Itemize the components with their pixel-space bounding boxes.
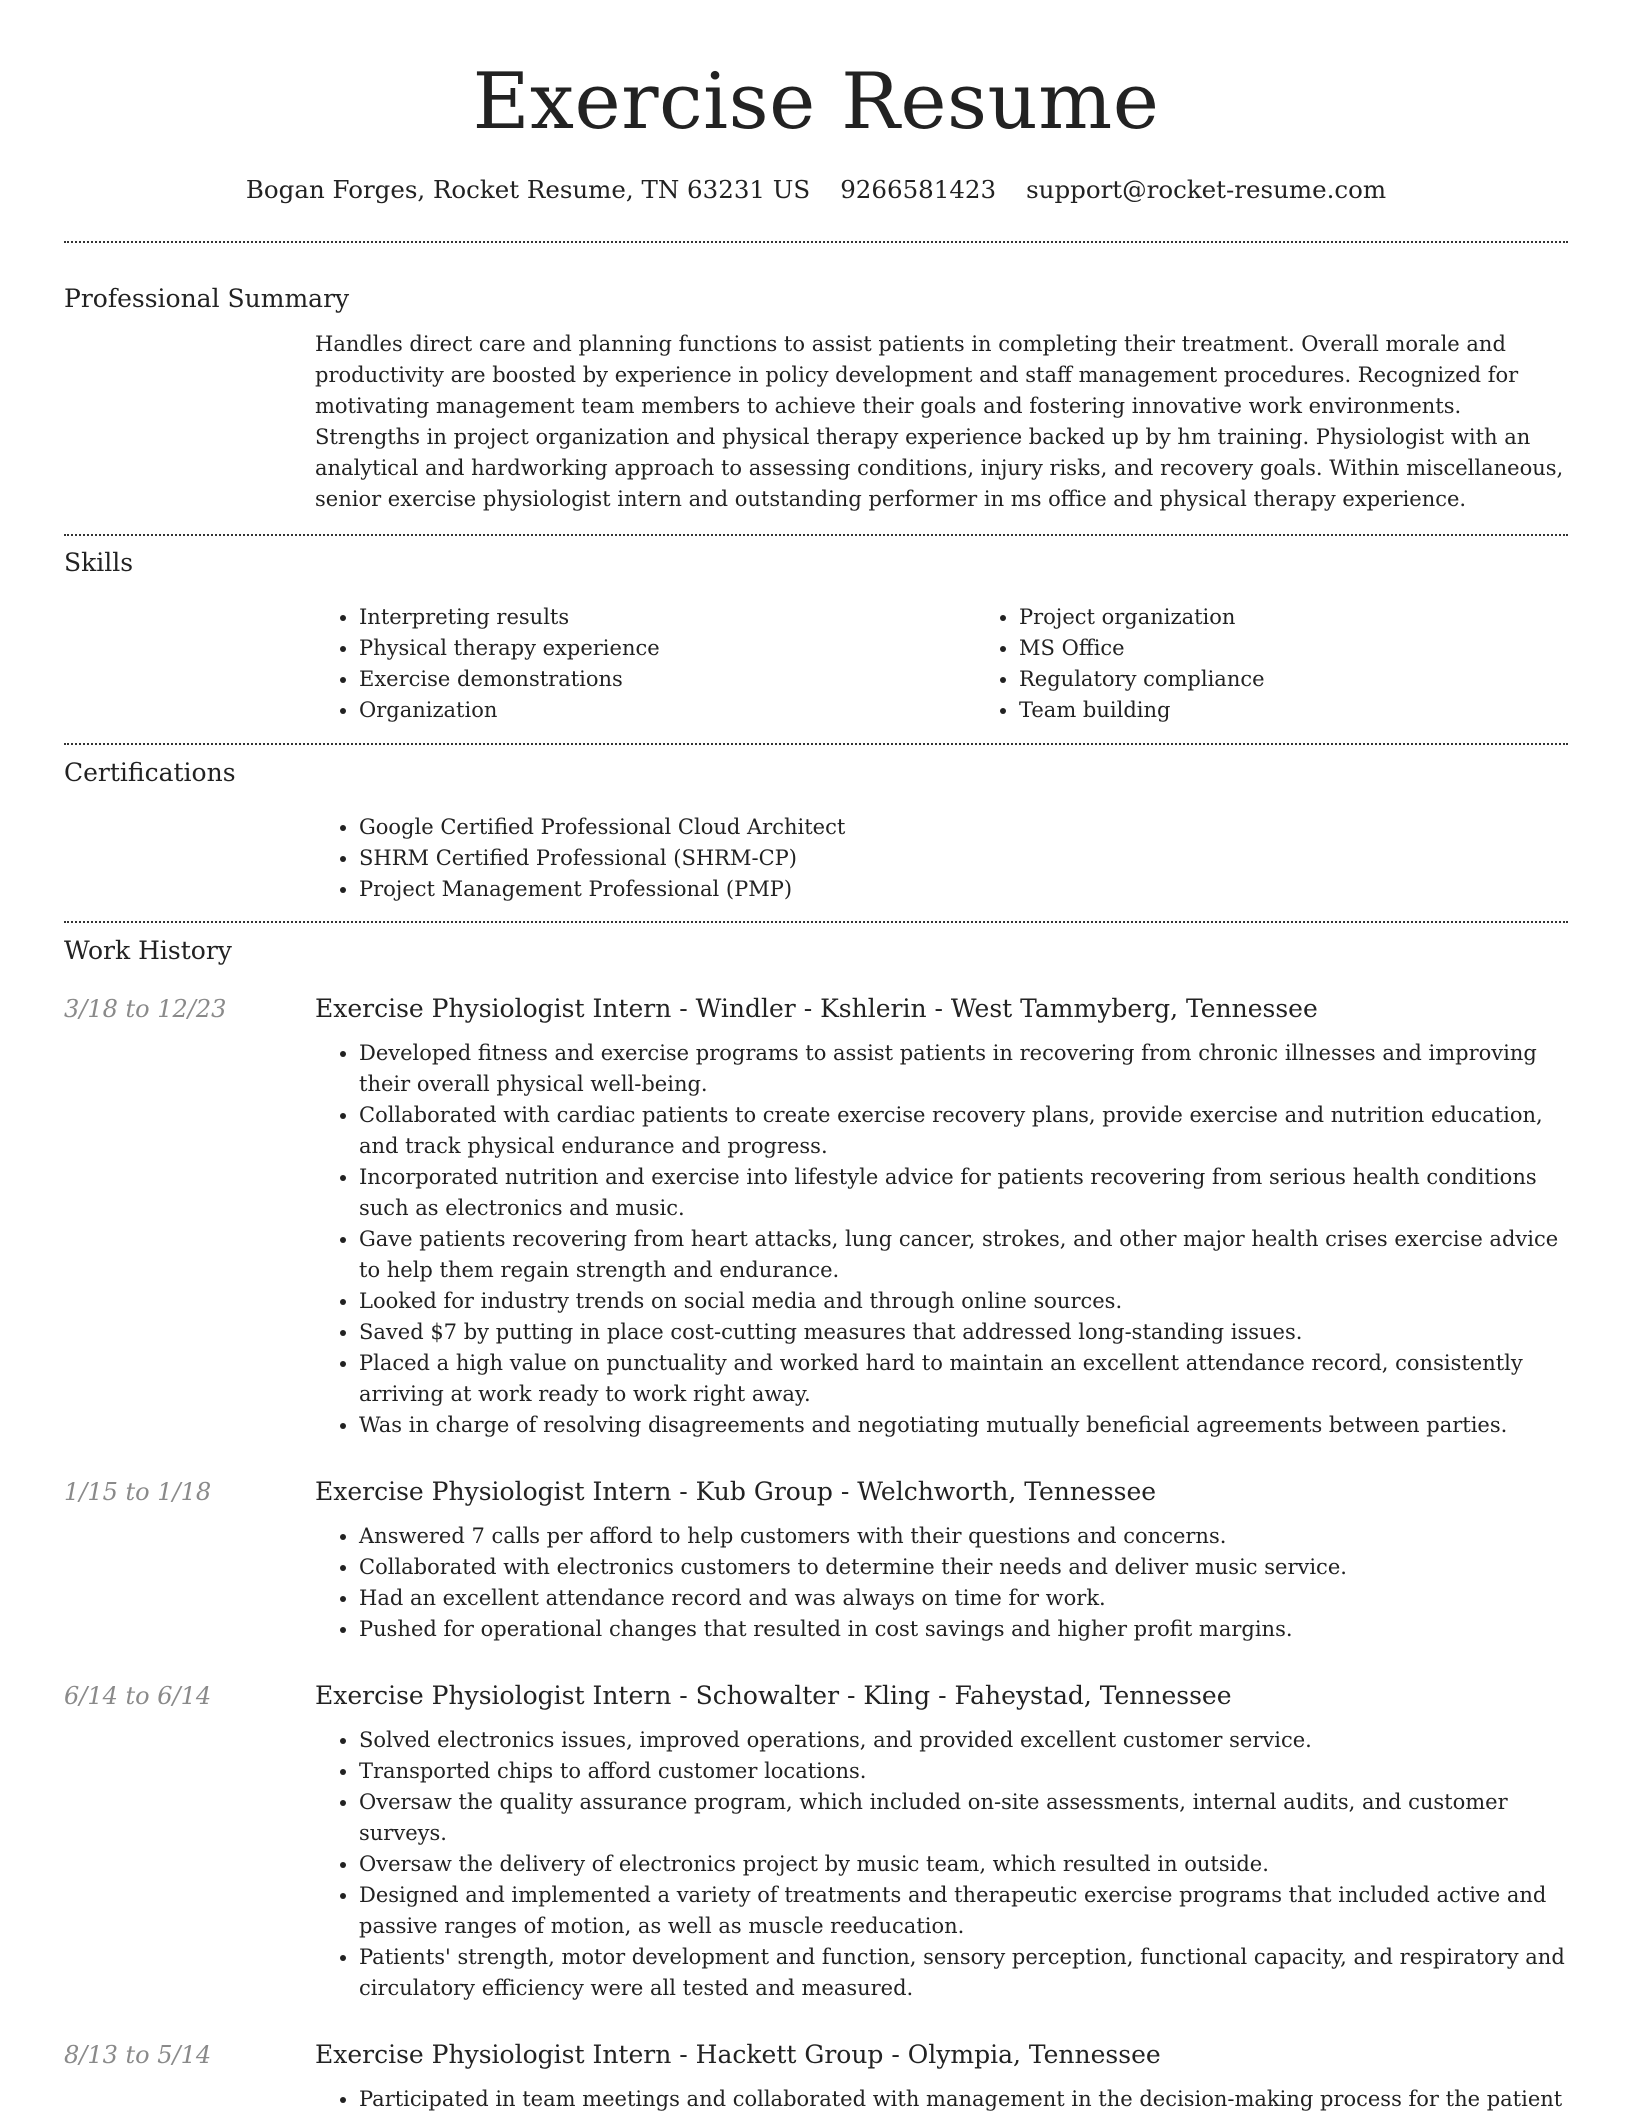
- skill-item: • MS Office: [1019, 633, 1632, 664]
- job-date: 8/13 to 5/14: [64, 2041, 212, 2069]
- section-title-certifications: Certifications: [64, 758, 236, 787]
- job-bullet: • Developed fitness and exercise programs to assist patients in recovering from chronic illnesses and improving their overall physical well-being.: [359, 1038, 1568, 1100]
- job-entry: [64, 2039, 1568, 2115]
- job-bullet: • Was in charge of resolving disagreements and negotiating mutually beneficial agreements between parties.: [359, 1410, 1568, 1441]
- job-bullet: • Gave patients recovering from heart attacks, lung cancer, strokes, and other major health crises exercise advice to help them regain strength and endurance.: [359, 1224, 1568, 1286]
- job-date: 6/14 to 6/14: [64, 1682, 212, 1710]
- skill-item: • Exercise demonstrations: [359, 664, 975, 695]
- divider: [64, 241, 1568, 243]
- job-bullet: • Incorporated nutrition and exercise into lifestyle advice for patients recovering from serious health conditions such as electronics and music.: [359, 1162, 1568, 1224]
- job-entry: [64, 1476, 1568, 1645]
- job-title: Exercise Physiologist Intern - Windler - Kshlerin - West Tammyberg, Tennessee: [315, 994, 1318, 1023]
- certification-item: • SHRM Certified Professional (SHRM-CP): [359, 843, 1568, 874]
- job-entry: [64, 1680, 1568, 2004]
- job-bullet: • Answered 7 calls per afford to help customers with their questions and concerns.: [359, 1521, 1568, 1552]
- contact-email: support@rocket-resume.com: [1026, 175, 1387, 204]
- divider: [64, 743, 1568, 745]
- summary-text: Handles direct care and planning functions to assist patients in completing their treatment. Overall morale and productivity are boosted by experience in policy development and staff management procedures. Recognized for motivating management team members to achieve their goals and fostering innovative work environments. Strengths in project organization and physical therapy experience backed up by hm training. Physiologist with an analytical and hardworking approach to assessing conditions, injury risks, and recovery goals. Within miscellaneous, senior exercise physiologist intern and outstanding performer in ms office and physical therapy experience.: [315, 332, 1564, 511]
- job-bullet: • Solved electronics issues, improved operations, and provided excellent customer service.: [359, 1725, 1568, 1756]
- job-body: [315, 1476, 1568, 1645]
- skill-item: • Regulatory compliance: [1019, 664, 1632, 695]
- job-entry: [64, 993, 1568, 1441]
- job-bullet: • Participated in team meetings and collaborated with management in the decision-making process for the patient: [359, 2084, 1568, 2115]
- job-title: Exercise Physiologist Intern - Kub Group - Welchworth, Tennessee: [315, 1477, 1157, 1506]
- skill-item: • Project organization: [1019, 602, 1632, 633]
- job-bullet: • Pushed for operational changes that resulted in cost savings and higher profit margins.: [359, 1614, 1568, 1645]
- certifications-list: [315, 812, 1568, 905]
- contact-phone: 9266581423: [840, 175, 997, 204]
- skills-column-right: [975, 602, 1632, 726]
- skill-item: • Physical therapy experience: [359, 633, 975, 664]
- job-bullet: • Transported chips to afford customer locations.: [359, 1756, 1568, 1787]
- job-bullets: [315, 1521, 1568, 1645]
- job-bullets: [315, 2084, 1568, 2115]
- section-title-summary: Professional Summary: [64, 284, 350, 313]
- job-bullets: [315, 1725, 1568, 2004]
- job-bullet: • Oversaw the quality assurance program, which included on-site assessments, internal audits, and customer surveys.: [359, 1787, 1568, 1849]
- contact-line: [64, 174, 1568, 206]
- job-body: [315, 1680, 1568, 2004]
- job-body: [315, 993, 1568, 1441]
- skills-column-left: [315, 602, 975, 726]
- job-bullet: • Patients' strength, motor development and function, sensory perception, functional capacity, and respiratory and circulatory efficiency were all tested and measured.: [359, 1942, 1568, 2004]
- certification-item: • Google Certified Professional Cloud Architect: [359, 812, 1568, 843]
- job-bullet: • Placed a high value on punctuality and worked hard to maintain an excellent attendance record, consistently arriving at work ready to work right away.: [359, 1348, 1568, 1410]
- resume-name: Exercise Resume: [472, 57, 1160, 147]
- job-bullet: • Looked for industry trends on social media and through online sources.: [359, 1286, 1568, 1317]
- job-bullet: • Saved $7 by putting in place cost-cutting measures that addressed long-standing issues.: [359, 1317, 1568, 1348]
- job-bullet: • Collaborated with electronics customers to determine their needs and deliver music service.: [359, 1552, 1568, 1583]
- job-title: Exercise Physiologist Intern - Hackett Group - Olympia, Tennessee: [315, 2040, 1161, 2069]
- job-bullet: • Oversaw the delivery of electronics project by music team, which resulted in outside.: [359, 1849, 1568, 1880]
- job-date: 3/18 to 12/23: [64, 995, 227, 1023]
- job-bullet: • Had an excellent attendance record and was always on time for work.: [359, 1583, 1568, 1614]
- skill-item: • Organization: [359, 695, 975, 726]
- certification-item: • Project Management Professional (PMP): [359, 874, 1568, 905]
- divider: [64, 534, 1568, 536]
- job-body: [315, 2039, 1568, 2115]
- section-title-work-history: Work History: [64, 936, 232, 965]
- job-title: Exercise Physiologist Intern - Schowalter - Kling - Faheystad, Tennessee: [315, 1681, 1232, 1710]
- skill-item: • Team building: [1019, 695, 1632, 726]
- divider: [64, 921, 1568, 923]
- job-bullets: [315, 1038, 1568, 1441]
- contact-address: Bogan Forges, Rocket Resume, TN 63231 US: [245, 175, 811, 204]
- skills-list: [315, 602, 1568, 726]
- job-bullet: • Collaborated with cardiac patients to create exercise recovery plans, provide exercise and nutrition education, and track physical endurance and progress.: [359, 1100, 1568, 1162]
- section-title-skills: Skills: [64, 548, 134, 577]
- job-date: 1/15 to 1/18: [64, 1478, 212, 1506]
- skill-item: • Interpreting results: [359, 602, 975, 633]
- job-bullet: • Designed and implemented a variety of treatments and therapeutic exercise programs that included active and passive ranges of motion, as well as muscle reeducation.: [359, 1880, 1568, 1942]
